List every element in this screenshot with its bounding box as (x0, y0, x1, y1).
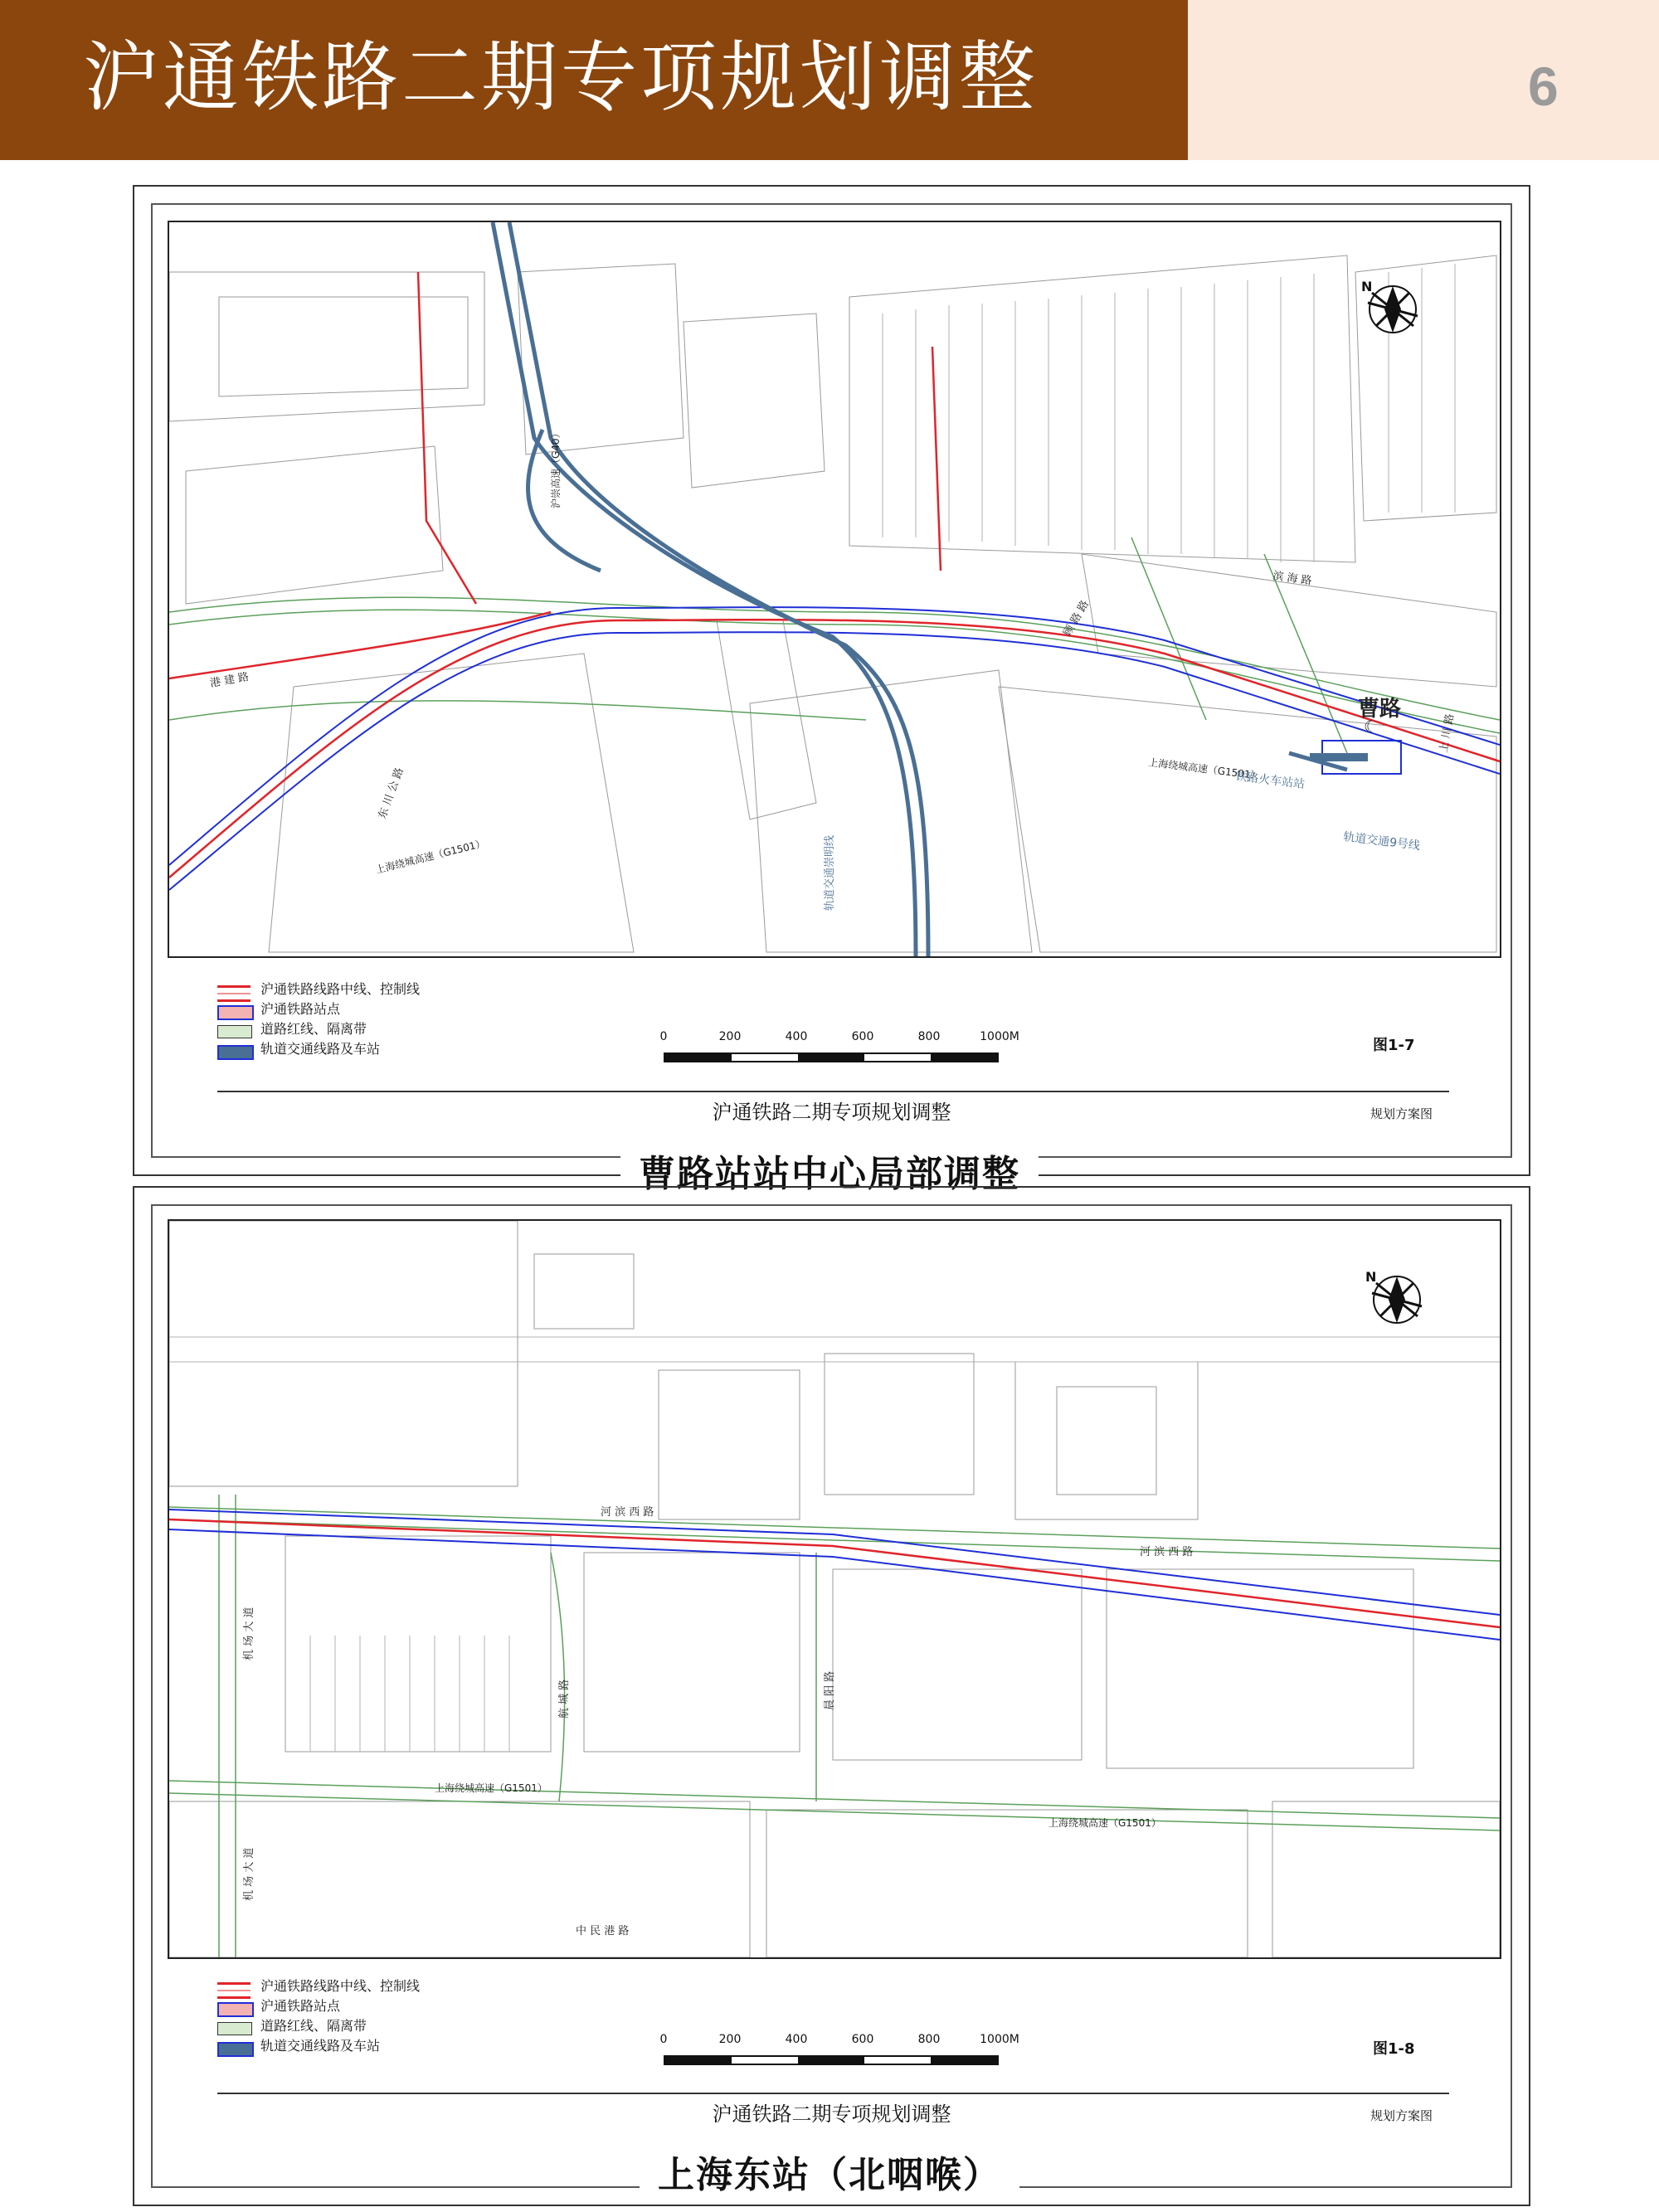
scale-segment (931, 2057, 997, 2064)
swatch-transit (217, 1045, 254, 1060)
scale-segment (864, 1054, 931, 1061)
north-arrow (1361, 279, 1418, 333)
header-page-band (1188, 0, 1659, 160)
scale-tick: 600 (851, 2033, 874, 2046)
header-title-band (0, 0, 1188, 160)
drawing-sheet-1 (133, 185, 1530, 1176)
swatch-road (217, 1025, 252, 1038)
scale-segment (931, 1054, 997, 1061)
scale-tick: 600 (851, 1030, 874, 1043)
scale-segment (665, 2057, 732, 2064)
scale-segment (665, 1054, 732, 1061)
map-label-expressway-b: 上海绕城高速（G1501） (1147, 756, 1262, 782)
land-parcels (169, 1221, 1500, 1957)
map-label-road-c: 航 城 路 (558, 1679, 571, 1719)
svg-text:N: N (1361, 279, 1373, 294)
scale-tick: 800 (917, 1030, 941, 1043)
map-label-road-b: 东 川 公 路 (376, 766, 406, 821)
swatch-transit (217, 2042, 254, 2057)
map-label-station: 曹路 (1358, 697, 1402, 722)
legend-label: 道路红线、隔离带 (260, 1021, 367, 1037)
rail-station-marker (1310, 753, 1368, 761)
caption-wrap-2 (0, 2152, 1659, 2199)
legend-label: 沪通铁路站点 (260, 1001, 341, 1017)
scale-tick: 800 (917, 2033, 941, 2046)
drawing-type-2: 规划方案图 (1370, 2108, 1433, 2123)
map-figure-1 (168, 221, 1501, 958)
scale-bar-graphic (664, 2055, 999, 2065)
swatch-rail-line (217, 1982, 251, 1999)
scale-tick: 200 (718, 2033, 742, 2046)
figure-caption-2: 上海东站（北咽喉） (640, 2152, 1019, 2199)
legend-label: 道路红线、隔离带 (260, 2018, 367, 2034)
map-drawing-1 (169, 222, 1500, 956)
drawing-type-1: 规划方案图 (1370, 1106, 1433, 1121)
swatch-rail-station (217, 1005, 254, 1020)
swatch-rail-station (217, 2002, 254, 2017)
title-block-rule (217, 2093, 1449, 2094)
map-label-expressway-a: 上海绕城高速（G1501） (374, 837, 487, 876)
scale-segment (732, 2057, 798, 2064)
map-label-road-c: 顾 路 路 (1061, 598, 1092, 639)
drawing-sheet-2 (133, 1186, 1530, 2206)
rail-control-lines (169, 1510, 1500, 1640)
title-block-rule (217, 1091, 1449, 1092)
map-label-road-a: 河 滨 西 路 (601, 1506, 654, 1519)
legend-label: 沪通铁路线路中线、控制线 (260, 1978, 421, 1994)
figure-number-1: 图1-7 (1373, 1037, 1415, 1054)
page-header (0, 0, 1659, 160)
map-label-hubei-road: 沪崇高速（G40） (550, 428, 562, 508)
map-label-airport-ave-a: 机 场 大 道 (243, 1607, 255, 1660)
transit-lines (493, 222, 1347, 956)
station-icon: ☾ (1364, 717, 1379, 737)
scale-segment (732, 1054, 798, 1061)
map-label-rail-station: 铁路火车站站 (1234, 770, 1306, 792)
figure-caption-1: 曹路站站中心局部调整 (620, 1151, 1039, 1198)
drawing-title-2: 沪通铁路二期专项规划调整 (712, 2103, 951, 2126)
scale-tick: 1000M (980, 1030, 1019, 1043)
scale-tick: 200 (718, 1030, 742, 1043)
scale-segment (798, 2057, 864, 2064)
map-label-road-d: 滨 海 路 (1272, 570, 1313, 588)
scale-segment (864, 2057, 931, 2064)
scale-tick: 0 (659, 2033, 668, 2046)
map-label-airport-ave-b: 机 场 大 道 (243, 1847, 255, 1901)
scale-tick: 1000M (980, 2033, 1019, 2046)
map-label-road-b: 河 滨 西 路 (1140, 1546, 1194, 1558)
figure-number-2: 图1-8 (1373, 2040, 1415, 2058)
legend-label: 轨道交通线路及车站 (260, 2038, 381, 2054)
map-label-expressway-b: 上海绕城高速（G1501） (1048, 1817, 1161, 1829)
road-red-lines (169, 1495, 1500, 1957)
road-red-lines (169, 537, 1500, 753)
map-drawing-2 (169, 1221, 1500, 1957)
map-label-road-e: 上 川 路 (1438, 712, 1457, 754)
legend-label: 轨道交通线路及车站 (260, 1041, 381, 1057)
swatch-road (217, 2022, 252, 2035)
map-label-road-d: 晨 阳 路 (824, 1670, 836, 1710)
svg-text:N: N (1365, 1269, 1377, 1285)
map-label-metro-c: 轨道交通崇明线 (824, 834, 836, 911)
map-figure-2 (168, 1219, 1501, 1959)
map-label-expressway-a: 上海绕城高速（G1501） (435, 1782, 547, 1794)
map-label-road-e: 中 民 港 路 (576, 1925, 630, 1937)
scale-segment (798, 1054, 864, 1061)
legend-label: 沪通铁路站点 (260, 1998, 341, 2014)
page-title: 沪通铁路二期专项规划调整 (83, 33, 1039, 122)
scale-tick: 400 (785, 2033, 808, 2046)
scale-tick: 400 (785, 1030, 808, 1043)
map-label-metro-line: 轨道交通9号线 (1342, 830, 1421, 853)
north-arrow (1365, 1269, 1422, 1323)
legend-label: 沪通铁路线路中线、控制线 (260, 981, 421, 997)
scale-bar-graphic (664, 1053, 999, 1062)
drawing-title-1: 沪通铁路二期专项规划调整 (712, 1101, 951, 1124)
page-number: 6 (1528, 56, 1559, 117)
swatch-rail-line (217, 985, 251, 1002)
scale-tick: 0 (659, 1030, 668, 1043)
map-label-road-a: 港 建 路 (209, 670, 251, 690)
